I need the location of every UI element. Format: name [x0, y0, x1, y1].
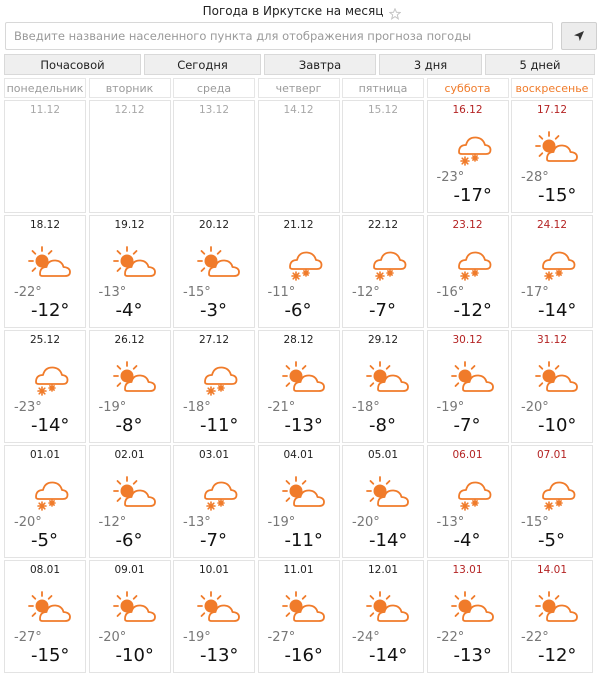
partly-cloudy-icon: [450, 359, 496, 399]
day-date: 06.01: [452, 449, 483, 461]
partly-cloudy-icon: [196, 244, 242, 284]
day-cell[interactable]: [342, 215, 424, 328]
min-temperature: -15°: [521, 515, 549, 530]
day-cell[interactable]: [89, 445, 171, 558]
day-date: 10.01: [198, 564, 230, 576]
day-date: 31.12: [536, 334, 568, 346]
day-date: 05.01: [367, 449, 399, 461]
partly-cloudy-icon: [534, 359, 580, 399]
max-temperature: -15°: [538, 185, 577, 206]
partly-cloudy-icon: [534, 129, 580, 169]
min-temperature: -19°: [98, 400, 127, 415]
day-date: 19.12: [114, 219, 145, 231]
snow-icon: [450, 474, 496, 514]
day-cell[interactable]: [173, 330, 255, 443]
day-date: 29.12: [367, 334, 399, 346]
day-cell[interactable]: [4, 330, 86, 443]
day-cell[interactable]: [427, 560, 509, 673]
partly-cloudy-icon: [365, 474, 411, 514]
min-temperature: -13°: [436, 515, 465, 530]
day-date: 14.12: [283, 104, 314, 116]
day-date: 12.12: [114, 104, 145, 116]
min-temperature: -19°: [183, 630, 211, 645]
day-cell[interactable]: [511, 330, 593, 443]
day-cell[interactable]: [4, 560, 86, 673]
day-cell[interactable]: [4, 215, 86, 328]
max-temperature: -10°: [538, 415, 577, 436]
tab-3-days[interactable]: 3 дня: [379, 54, 482, 75]
min-temperature: -27°: [267, 630, 296, 645]
day-cell: [173, 100, 255, 213]
partly-cloudy-icon: [534, 589, 580, 629]
day-date: 18.12: [29, 219, 61, 231]
day-date: 04.01: [283, 449, 314, 461]
weekday-4: пятница: [342, 78, 424, 98]
day-cell[interactable]: [511, 560, 593, 673]
partly-cloudy-icon: [365, 589, 411, 629]
min-temperature: -22°: [14, 285, 42, 300]
snow-icon: [450, 244, 496, 284]
day-cell[interactable]: [511, 215, 593, 328]
min-temperature: -23°: [14, 400, 42, 415]
day-date: 28.12: [283, 334, 314, 346]
page-title: Погода в Иркутске на месяц: [202, 4, 384, 18]
min-temperature: -20°: [98, 630, 127, 645]
partly-cloudy-icon: [27, 244, 73, 284]
day-date: 23.12: [452, 219, 483, 231]
day-date: 11.01: [283, 564, 314, 576]
day-date: 11.12: [29, 104, 61, 116]
partly-cloudy-icon: [450, 589, 496, 629]
min-temperature: -16°: [436, 285, 465, 300]
max-temperature: -5°: [538, 530, 565, 551]
weekday-3: четверг: [258, 78, 340, 98]
day-cell: [258, 100, 340, 213]
min-temperature: -20°: [14, 515, 42, 530]
snow-icon: [196, 474, 242, 514]
day-cell[interactable]: [173, 215, 255, 328]
max-temperature: -13°: [453, 645, 492, 666]
snow-icon: [196, 359, 242, 399]
day-date: 13.12: [198, 104, 230, 116]
day-cell[interactable]: [258, 330, 340, 443]
forecast-tabs: [4, 54, 598, 75]
day-date: 24.12: [536, 219, 568, 231]
max-temperature: -3°: [200, 300, 227, 321]
day-date: 20.12: [198, 219, 230, 231]
day-date: 17.12: [536, 104, 568, 116]
max-temperature: -8°: [115, 415, 143, 436]
page-header: [0, 0, 604, 22]
min-temperature: -13°: [183, 515, 211, 530]
day-date: 30.12: [452, 334, 483, 346]
day-date: 03.01: [198, 449, 230, 461]
min-temperature: -22°: [521, 630, 549, 645]
day-date: 22.12: [367, 219, 399, 231]
day-cell[interactable]: [258, 560, 340, 673]
weekday-0: понедельник: [4, 78, 86, 98]
max-temperature: -4°: [115, 300, 143, 321]
weekday-6: воскресенье: [511, 78, 593, 98]
day-date: 15.12: [367, 104, 399, 116]
max-temperature: -7°: [453, 415, 481, 436]
day-date: 26.12: [114, 334, 145, 346]
snow-icon: [27, 359, 73, 399]
snow-icon: [281, 244, 327, 284]
partly-cloudy-icon: [281, 359, 327, 399]
day-date: 09.01: [114, 564, 145, 576]
max-temperature: -4°: [453, 530, 481, 551]
search-input[interactable]: [5, 22, 553, 50]
max-temperature: -13°: [200, 645, 239, 666]
max-temperature: -12°: [538, 645, 577, 666]
min-temperature: -15°: [183, 285, 211, 300]
tab-5-days[interactable]: 5 дней: [485, 54, 595, 75]
min-temperature: -12°: [98, 515, 127, 530]
max-temperature: -5°: [31, 530, 58, 551]
max-temperature: -14°: [538, 300, 577, 321]
max-temperature: -11°: [284, 530, 323, 551]
day-cell[interactable]: [427, 215, 509, 328]
min-temperature: -17°: [521, 285, 549, 300]
search-bar: [5, 22, 597, 51]
day-cell[interactable]: [4, 445, 86, 558]
day-cell[interactable]: [511, 100, 593, 213]
min-temperature: -13°: [98, 285, 127, 300]
max-temperature: -12°: [453, 300, 492, 321]
location-arrow-icon: [573, 27, 585, 46]
partly-cloudy-icon: [112, 589, 158, 629]
max-temperature: -10°: [115, 645, 154, 666]
day-cell[interactable]: [427, 445, 509, 558]
day-date: 27.12: [198, 334, 230, 346]
min-temperature: -18°: [183, 400, 211, 415]
tab-hourly[interactable]: Почасовой: [4, 54, 141, 75]
day-date: 08.01: [29, 564, 61, 576]
max-temperature: -14°: [369, 645, 408, 666]
partly-cloudy-icon: [27, 589, 73, 629]
day-cell: [342, 100, 424, 213]
day-date: 16.12: [452, 104, 483, 116]
day-date: 12.01: [367, 564, 399, 576]
max-temperature: -13°: [284, 415, 323, 436]
snow-icon: [27, 474, 73, 514]
day-date: 21.12: [283, 219, 314, 231]
partly-cloudy-icon: [281, 474, 327, 514]
day-date: 13.01: [452, 564, 483, 576]
max-temperature: -15°: [31, 645, 70, 666]
max-temperature: -14°: [369, 530, 408, 551]
min-temperature: -20°: [521, 400, 549, 415]
max-temperature: -17°: [453, 185, 492, 206]
tab-tomorrow[interactable]: Завтра: [264, 54, 376, 75]
weekday-1: вторник: [89, 78, 171, 98]
min-temperature: -19°: [436, 400, 465, 415]
weekday-5: суббота: [427, 78, 509, 98]
day-cell[interactable]: [89, 560, 171, 673]
min-temperature: -21°: [267, 400, 296, 415]
snow-icon: [534, 474, 580, 514]
day-date: 02.01: [114, 449, 145, 461]
min-temperature: -12°: [352, 285, 380, 300]
weekday-header: [4, 78, 598, 98]
snow-icon: [365, 244, 411, 284]
day-cell[interactable]: [258, 445, 340, 558]
min-temperature: -27°: [14, 630, 42, 645]
day-cell[interactable]: [427, 100, 509, 213]
day-date: 14.01: [536, 564, 568, 576]
day-cell[interactable]: [511, 445, 593, 558]
min-temperature: -19°: [267, 515, 296, 530]
min-temperature: -18°: [352, 400, 380, 415]
day-cell: [4, 100, 86, 213]
max-temperature: -11°: [200, 415, 239, 436]
min-temperature: -24°: [352, 630, 380, 645]
max-temperature: -6°: [284, 300, 312, 321]
weekday-2: среда: [173, 78, 255, 98]
max-temperature: -14°: [31, 415, 70, 436]
max-temperature: -8°: [369, 415, 396, 436]
partly-cloudy-icon: [112, 359, 158, 399]
day-cell[interactable]: [342, 560, 424, 673]
day-date: 07.01: [536, 449, 568, 461]
day-cell[interactable]: [342, 445, 424, 558]
min-temperature: -28°: [521, 170, 549, 185]
partly-cloudy-icon: [365, 359, 411, 399]
calendar-grid: [4, 100, 598, 673]
partly-cloudy-icon: [281, 589, 327, 629]
locate-button[interactable]: [561, 22, 597, 50]
partly-cloudy-icon: [112, 474, 158, 514]
day-cell[interactable]: [342, 330, 424, 443]
day-cell[interactable]: [258, 215, 340, 328]
max-temperature: -7°: [369, 300, 396, 321]
partly-cloudy-icon: [196, 589, 242, 629]
day-date: 25.12: [29, 334, 61, 346]
max-temperature: -16°: [284, 645, 323, 666]
max-temperature: -6°: [115, 530, 143, 551]
snow-icon: [450, 129, 496, 169]
day-cell[interactable]: [427, 330, 509, 443]
day-cell[interactable]: [89, 215, 171, 328]
day-cell[interactable]: [173, 445, 255, 558]
partly-cloudy-icon: [112, 244, 158, 284]
tab-today[interactable]: Сегодня: [144, 54, 261, 75]
min-temperature: -23°: [436, 170, 465, 185]
day-cell: [89, 100, 171, 213]
max-temperature: -12°: [31, 300, 70, 321]
min-temperature: -22°: [436, 630, 465, 645]
day-date: 01.01: [29, 449, 61, 461]
day-cell[interactable]: [89, 330, 171, 443]
min-temperature: -20°: [352, 515, 380, 530]
snow-icon: [534, 244, 580, 284]
max-temperature: -7°: [200, 530, 227, 551]
min-temperature: -11°: [267, 285, 296, 300]
star-icon[interactable]: [389, 5, 401, 17]
day-cell[interactable]: [173, 560, 255, 673]
